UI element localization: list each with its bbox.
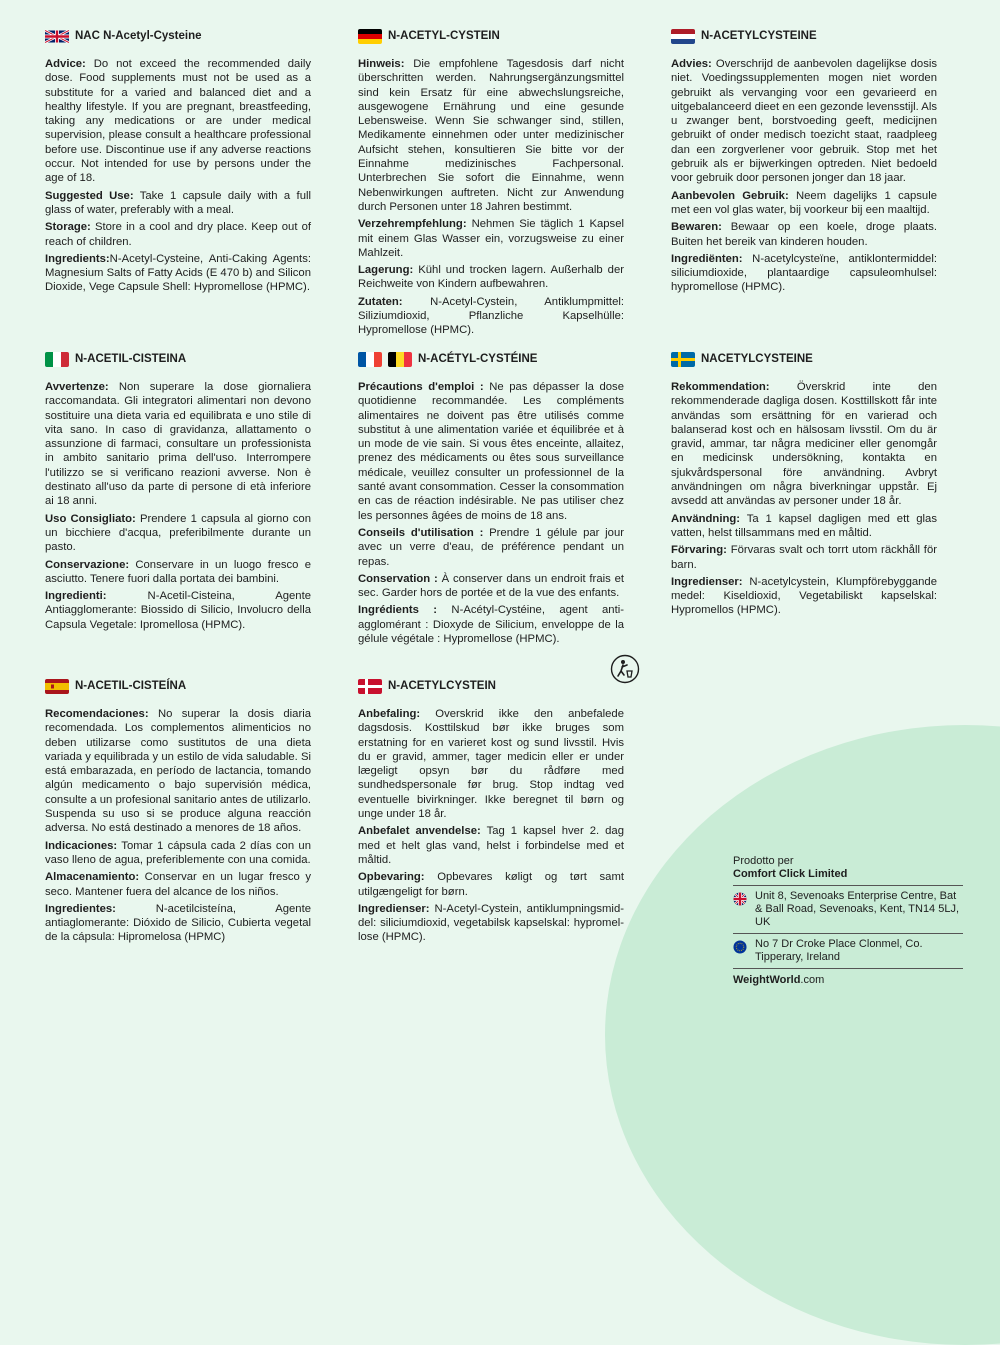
paragraph-label: Avvertenze: (45, 381, 109, 393)
paragraph-text: Tomar 1 cápsula cada 2 días con un vaso lleno de agua, preferiblemente con una comida. (45, 839, 311, 866)
paragraph (358, 572, 624, 601)
section-it (45, 352, 311, 635)
paragraph-label: Opbevaring: (358, 871, 425, 884)
paragraph (671, 380, 937, 509)
paragraph (45, 189, 311, 218)
paragraph-label: Ingrédients : (358, 604, 438, 617)
section-body (671, 57, 937, 295)
background-circle (605, 725, 1000, 1345)
paragraph (358, 526, 624, 569)
paragraph-text: Bewaar op een koele, droge plaats. Buiten het bereik van kinderen houden. (671, 221, 937, 248)
website (733, 968, 963, 987)
paragraph-text: Prendere 1 capsula al giorno con un bicchiere d'acqua, preferibilmente durante un pasto. (45, 512, 311, 554)
section-da (358, 679, 624, 948)
section-title: NAC N-Acetyl-Cysteine (75, 30, 202, 43)
paragraph-label: Advice: (45, 58, 86, 70)
paragraph-text: À conserver dans un endroit frais et sec. Garder hors de portée et de la vue des enfants. (358, 572, 624, 600)
paragraph-text: Tag 1 kapsel hver 2. dag med et helt glas vand, helst i forbindelse med et måltid. (358, 825, 624, 866)
paragraph-label: Storage: (45, 221, 91, 234)
paragraph-label: Ingredients: (45, 252, 110, 265)
section-body (358, 380, 624, 646)
paragraph-text: Do not exceed the recommended daily dose. Food supplements must not be used as a substitute for a varied and balanced diet and a healthy lifestyle. If you are pregnant, breastfeeding, taking any medications or are under medical supervision, please consult a healthcare professional before use. Discontinue use if any adverse reactions occur. Not intended for use by persons under the age of 18. (45, 58, 311, 185)
paragraph-text: Ta 1 kapsel dagligen med ett glas vatten, helst tillsammans med en måltid. (671, 512, 937, 539)
paragraph-text: N-Acetyl-Cystein, antiklumpningsmid-del: siliciumdioxid, vegetabilsk kapselskal: hypromel-lose (HPMC). (358, 902, 624, 944)
germany-flag-icon (358, 29, 382, 44)
sweden-flag-icon (671, 352, 695, 367)
paragraph-label: Anbefaling: (358, 708, 421, 720)
paragraph-text: N-Acetyl-Cystein, Antiklumpmittel: Siliziumdioxid, Pflanzliche Kapselhülle: Hypromellose (HPMC). (358, 295, 624, 337)
paragraph-text: Överskrid inte den rekommenderade dagliga dosen. Kosttillskott får inte användas som ersättning för en varierad och balanserad kost och en hälsosam livsstil. Om du är gravid, ammar, tar några mediciner eller genomgår en medicinsk undersökning, kontakta en sjukvårdspersonal före användning. Avbryt användningen om några biverkningar uppstår. Ej avsedd att användas av personer under 18 år. (671, 381, 937, 508)
italy-flag-icon (45, 352, 69, 367)
paragraph-text: N-Acetil-Cisteina, Agente Antiagglomerante: Biossido di Silicio, Involucro della Capsula Vegetale: Ipromellosa (HPMC). (45, 590, 311, 631)
section-de (358, 29, 624, 341)
paragraph-label: Uso Consigliato: (45, 512, 136, 525)
section-body (671, 380, 937, 618)
paragraph-label: Aanbevolen Gebruik: (671, 189, 789, 202)
section-en (45, 29, 311, 298)
section-body (45, 380, 311, 632)
section-nl (671, 29, 937, 298)
paragraph-label: Conseils d'utilisation : (358, 526, 484, 539)
paragraph-text: Non superare la dose giornaliera raccomandata. Gli integratori alimentari non devono sostituire una dieta varia ed equilibrata e uno stile di vita sano. In caso di gravidanza, allattamento o assunzione di farmaci, consultare un professionista in ambito sanitario prima dell'uso. Interrompere l'utilizzo se si verificano reazioni avverse. Non è destinato all'uso da parte di persone di età inferiore ai 18 anni. (45, 381, 311, 508)
paragraph-label: Lagerung: (358, 264, 414, 277)
paragraph-text: Opbevares køligt og tørt samt utilgængeligt for børn. (358, 871, 624, 898)
section-heading (358, 352, 624, 367)
paragraph-text: Die empfohlene Tagesdosis darf nicht überschritten werden. Nahrungsergänzungsmittel sind kein Ersatz für eine abwechslungsreiche, ausgewogene Ernährung und eine gesunde Lebensweise. Wenn Sie schwanger sind, stillen, Medikamente einnehmen oder unter medizinischer Aufsicht stehen, konsultieren Sie bitte vor der Einnahme medizinisches Fachpersonal. Unterbrechen Sie sofort die Einnahme, wenn Nebenwirkungen auftreten. Nicht zur Anwendung durch Personen unter 18 Jahren bestimmt. (358, 58, 624, 213)
paragraph (358, 263, 624, 292)
section-heading (671, 29, 937, 44)
section-sv (671, 352, 937, 621)
paragraph-label: Rekommendation: (671, 381, 770, 393)
section-heading (45, 29, 311, 44)
paragraph (45, 220, 311, 249)
section-title: N-ACETYL-CYSTEIN (388, 30, 500, 43)
paragraph (45, 870, 311, 899)
paragraph-text: Förvaras svalt och torrt utom räckhåll för barn. (671, 544, 937, 571)
spain-flag-icon (45, 679, 69, 694)
section-heading (45, 679, 311, 694)
section-heading (358, 679, 624, 694)
paragraph-label: Conservazione: (45, 558, 130, 571)
paragraph-label: Verzehrempfehlung: (358, 218, 467, 231)
paragraph-label: Zutaten: (358, 295, 403, 308)
section-body (358, 57, 624, 338)
producer-intro: Prodotto per (733, 855, 794, 867)
paragraph-text: Take 1 capsule daily with a full glass of water, preferably with a meal. (45, 189, 311, 216)
section-body (45, 57, 311, 295)
paragraph-label: Ingredienser: (358, 902, 430, 915)
paragraph (671, 220, 937, 249)
paragraph (671, 575, 937, 618)
paragraph-text: Prendre 1 gélule par jour avec un verre d'eau, de préférence pendant un repas. (358, 526, 625, 568)
paragraph-label: Ingrediënten: (671, 252, 743, 265)
paragraph (45, 512, 311, 555)
paragraph (358, 603, 624, 646)
section-es (45, 679, 311, 948)
paragraph-text: Nehmen Sie täglich 1 Kapsel mit einem Glas Wasser ein, vorzugsweise zu einer Mahlzeit. (358, 218, 624, 259)
paragraph-text: N-acetilcisteína, Agente antiaglomerante: Dióxido de Silicio, Cubierta vegetal de la cápsula: Hipromelosa (HPMC) (45, 902, 311, 944)
section-heading (358, 29, 624, 44)
paragraph-label: Almacenamiento: (45, 871, 140, 884)
paragraph-text: N-acetylcysteïne, antiklontermiddel: siliciumdioxide, plantaardige capsuleomhulsel: hypromellose (HPMC). (671, 252, 937, 294)
paragraph (45, 839, 311, 868)
section-title: N-ACETIL-CISTEÍNA (75, 680, 187, 693)
paragraph-text: Overschrijd de aanbevolen dagelijkse dosis niet. Voedingssupplementen mogen niet worden gebruikt als vervanging voor een gevarieerd en uitgebalanceerd dieet en een gezonde levensstijl. Als u zwanger bent, borstvoeding geeft, medicijnen gebruikt of onder medisch toezicht staat, raadpleeg dan een zorgverlener voor gebruik. Stop met het gebruik als er bijwerkingen optreden. Niet bedoeld voor gebruik door personen jonger dan 18 jaar. (671, 58, 937, 185)
uk-flag-icon (45, 29, 69, 44)
paragraph (45, 902, 311, 945)
france-flag-icon (358, 352, 382, 367)
paragraph (358, 217, 624, 260)
paragraph-label: Conservation : (358, 572, 438, 585)
paragraph (45, 707, 311, 836)
section-title: N-ACETIL-CISTEINA (75, 353, 187, 366)
paragraph-text: Ne pas dépasser la dose quotidienne recommandée. Les compléments alimentaires ne doivent pas être utilisés comme substitut à une alimentation variée et équilibrée et à un mode de vie sain. Si vous êtes enceinte, allaitez, prenez des médicaments ou êtes sous surveillance médicale, veuillez consulter un professionnel de la santé avant consommation. Cesser la consommation en cas de réaction indésirable. Ne pas utiliser chez les personnes âgées de moins de 18 ans. (358, 381, 624, 522)
paragraph-label: Anbefalet anvendelse: (358, 825, 481, 838)
uk-address: Unit 8, Sevenoaks Enterprise Centre, Bat & Ball Road, Sevenoaks, Kent, TN14 5LJ, UK (755, 890, 960, 928)
website-tld: .com (800, 974, 825, 986)
uk-round-flag-icon (733, 892, 747, 906)
paragraph-label: Précautions d'emploi : (358, 381, 484, 393)
paragraph (358, 380, 624, 523)
netherlands-flag-icon (671, 29, 695, 44)
dispose-responsibly-icon (610, 654, 640, 684)
section-title: N-ACÉTYL-CYSTÉINE (418, 353, 538, 366)
paragraph (358, 824, 624, 867)
paragraph-label: Ingredienti: (45, 590, 107, 603)
section-title: N-ACETYLCYSTEIN (388, 680, 496, 693)
paragraph-text: Conservar en un lugar fresco y seco. Mantener fuera del alcance de los niños. (45, 871, 311, 898)
paragraph-label: Hinweis: (358, 58, 405, 70)
producer-info (733, 855, 963, 987)
belgium-flag-icon (388, 352, 412, 367)
paragraph (45, 57, 311, 186)
paragraph-text: Kühl und trocken lagern. Außerhalb der Reichweite von Kindern aufbewahren. (358, 264, 624, 291)
website-brand: WeightWorld (733, 974, 801, 986)
paragraph (45, 252, 311, 295)
paragraph (358, 870, 624, 899)
paragraph-text: Neem dagelijks 1 capsule met een vol glas water, bij voorkeur bij een maaltijd. (671, 189, 938, 216)
paragraph (45, 589, 311, 632)
paragraph (45, 558, 311, 587)
producer-company: Comfort Click Limited (733, 868, 848, 880)
paragraph (671, 57, 937, 186)
paragraph-label: Bewaren: (671, 221, 722, 234)
section-heading (671, 352, 937, 367)
section-body (45, 707, 311, 945)
section-heading (45, 352, 311, 367)
paragraph-label: Advies: (671, 58, 712, 70)
section-title: N-ACETYLCYSTEINE (701, 30, 817, 43)
section-body (358, 707, 624, 945)
paragraph (671, 512, 937, 541)
paragraph-label: Suggested Use: (45, 189, 134, 202)
paragraph-label: Användning: (671, 512, 741, 525)
paragraph-text: Store in a cool and dry place. Keep out of reach of children. (45, 221, 311, 248)
paragraph (358, 902, 624, 945)
paragraph (671, 543, 937, 572)
section-fr (358, 352, 624, 649)
paragraph-text: No superar la dosis diaria recomendada. Los complementos alimenticios no deben utilizarse como sustitutos de una dieta variada y equilibrada y un estilo de vida saludable. Si está embarazada, en período de lactancia, tomando algún medicamento o bajo supervisión médica, consulte a un profesional sanitario antes de utilizarlo. Suspenda su uso si se produce alguna reacción adversa. No está destinado a menores de 18 años. (45, 708, 311, 835)
paragraph-text: Overskrid ikke den anbefalede dagsdosis. Kosttilskud bør ikke bruges som erstatning for en varieret kost og sund livsstil. Hvis du er gravid, ammer, tager medicin eller er under lægeligt opsyn bør du rådføre med sundhedspersonale før brug. Stop indtag ved eventuelle bivirkninger. Ikke beregnet til børn og unge under 18 år. (358, 708, 624, 821)
paragraph-label: Recomendaciones: (45, 708, 149, 720)
paragraph-text: N-acetylcystein, Klumpförebyggande medel: Kiseldioxid, Vegetabiliskt kapselskal: Hypromellos (HPMC). (671, 575, 937, 617)
paragraph-text: N-Acetyl-Cysteine, Anti-Caking Agents: Magnesium Salts of Fatty Acids (E 470 b) and Silicon Dioxide, Vege Capsule Shell: Hypromellose (HPMC). (45, 252, 311, 294)
paragraph (45, 380, 311, 509)
paragraph-text: Conservare in un luogo fresco e asciutto. Tenere fuori dalla portata dei bambini. (45, 558, 311, 585)
paragraph-label: Indicaciones: (45, 839, 118, 852)
paragraph-text: N-Acétyl-Cystéine, agent anti-agglomérant : Dioxyde de Silicium, enveloppe de la gélule végétale : Hypromellose (HPMC). (358, 604, 624, 646)
paragraph (358, 707, 624, 821)
paragraph (671, 252, 937, 295)
ie-address: No 7 Dr Croke Place Clonmel, Co. Tipperary, Ireland (755, 938, 923, 963)
paragraph-label: Ingredienser: (671, 575, 743, 588)
paragraph-label: Ingredientes: (45, 902, 116, 915)
eu-round-flag-icon (733, 940, 747, 954)
paragraph (358, 57, 624, 214)
paragraph (671, 189, 937, 218)
paragraph-label: Förvaring: (671, 544, 727, 557)
section-title: NACETYLCYSTEINE (701, 353, 813, 366)
paragraph (358, 295, 624, 338)
uk-address-block (733, 885, 963, 933)
denmark-flag-icon (358, 679, 382, 694)
ie-address-block (733, 933, 963, 968)
